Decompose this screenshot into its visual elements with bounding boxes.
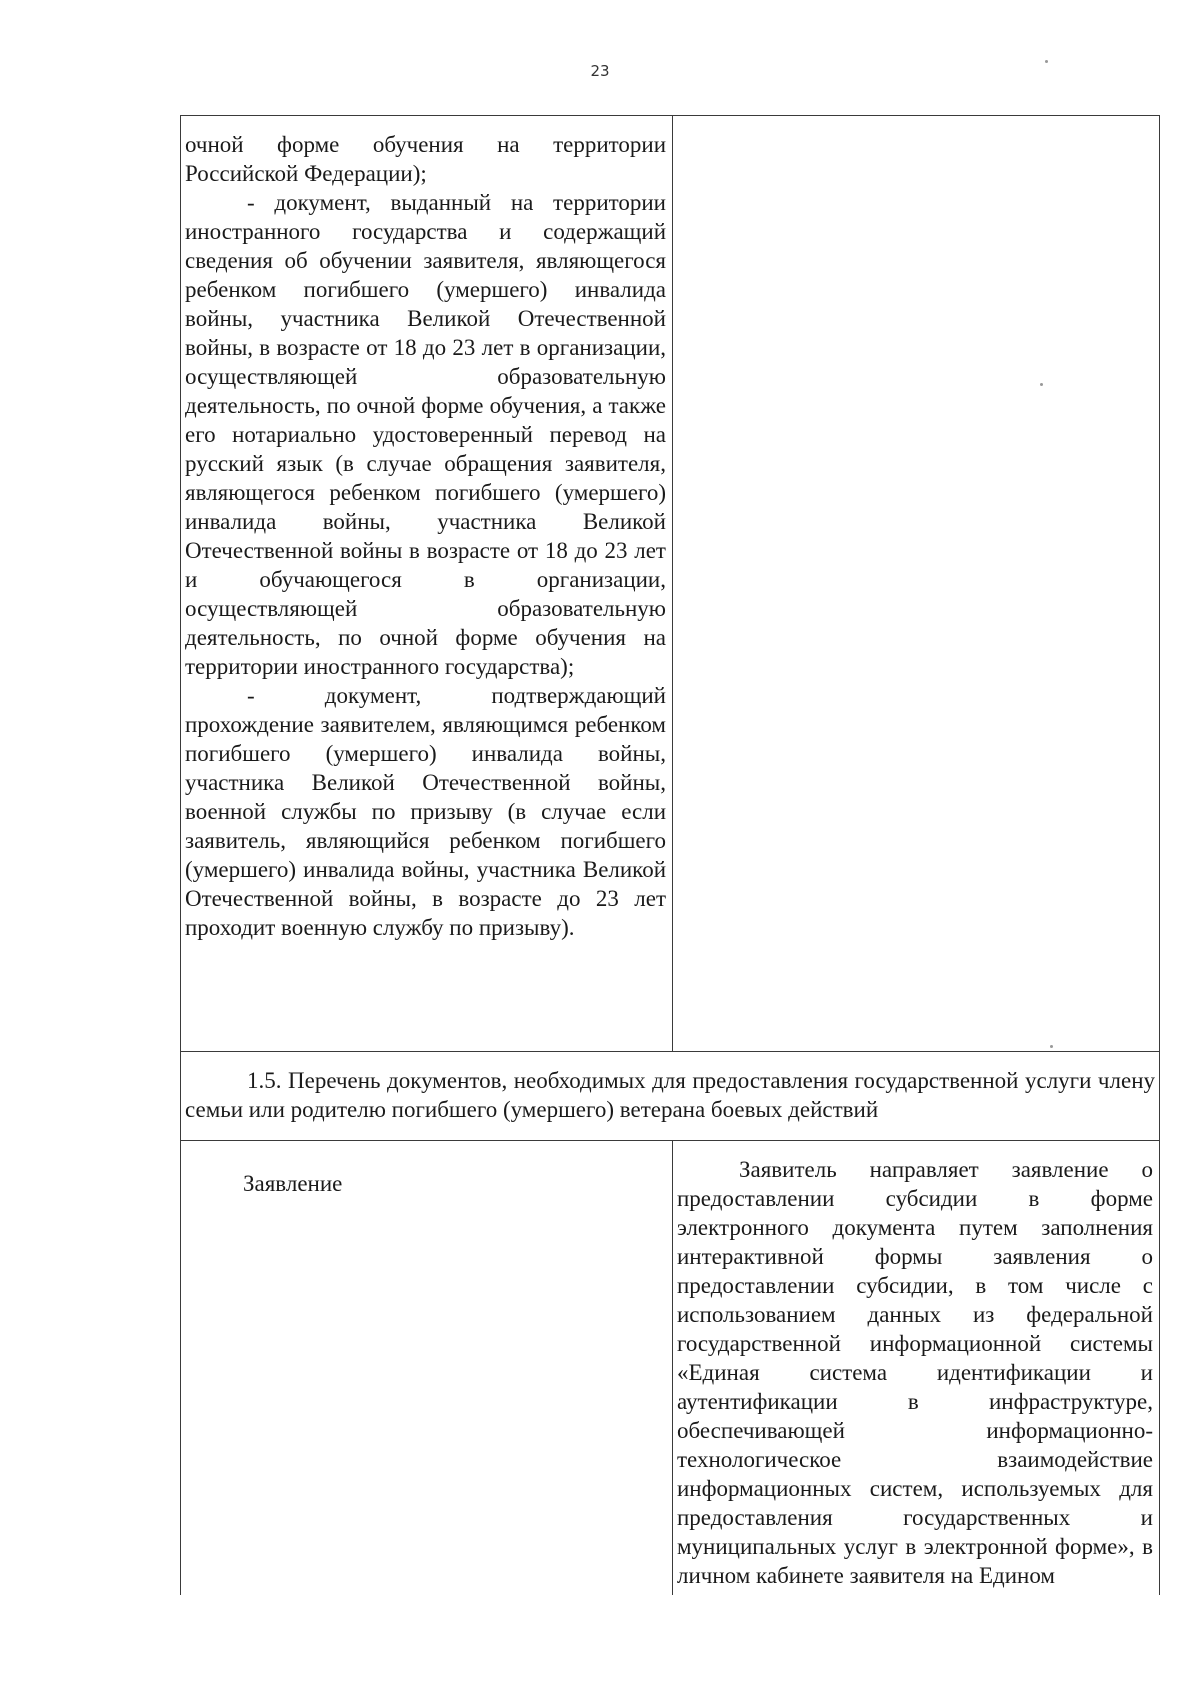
row1-right-cell (673, 116, 1159, 1051)
row1-left-paragraph-1: очной форме обучения на территории Российской Федерации); (185, 132, 666, 186)
scan-artifact (1050, 1045, 1053, 1048)
row1-left-cell (181, 116, 673, 1051)
document-table (180, 115, 1160, 1595)
section-heading-row: 1.5. Перечень документов, необходимых для предоставления государственной услуги члену семьи или родителю погибшего (умершего) ветерана боевых действий (180, 1052, 1160, 1141)
scan-artifact (1040, 383, 1043, 386)
table-row (180, 115, 1160, 1052)
row1-left-paragraph-3: - документ, подтверждающий прохождение заявителем, являющимся ребенком погибшего (умершего) инвалида войны, участника Великой Отечественной войны, военной службы по призыву (в случае если заявитель, являющийся ребенком погибшего (умершего) инвалида войны, участника Великой Отечественной войны, в возрасте до 23 лет проходит военную службу по призыву). (185, 683, 666, 940)
row3-left-cell: Заявление (181, 1141, 673, 1595)
row3-right-cell (673, 1141, 1159, 1595)
scan-artifact (1045, 60, 1048, 63)
row1-left-paragraph-2: - документ, выданный на территории иностранного государства и содержащий сведения об обучении заявителя, являющегося ребенком погибшего (умершего) инвалида войны, участника Великой Отечественной войны, в возрасте от 18 до 23 лет в организации, осуществляющей образовательную деятельность, по очной форме обучения, а также его нотариально удостоверенный перевод на русский язык (в случае обращения заявителя, являющегося ребенком погибшего (умершего) инвалида войны, участника Великой Отечественной войны в возрасте от 18 до 23 лет и обучающегося в организации, осуществляющей образовательную деятельность, по очной форме обучения на территории иностранного государства); (185, 190, 666, 679)
table-row (180, 1141, 1160, 1595)
page-number: 23 (590, 62, 610, 80)
row3-right-paragraph: Заявитель направляет заявление о предоставлении субсидии в форме электронного документа путем заполнения интерактивной формы заявления о предоставлении субсидии, в том числе с использованием данных из федеральной государственной информационной системы «Единая система идентификации и аутентификации в инфраструктуре, обеспечивающей информационно-технологическое взаимодействие информационных систем, используемых для предоставления государственных и муниципальных услуг в электронной форме», в личном кабинете заявителя на Едином (677, 1157, 1153, 1588)
